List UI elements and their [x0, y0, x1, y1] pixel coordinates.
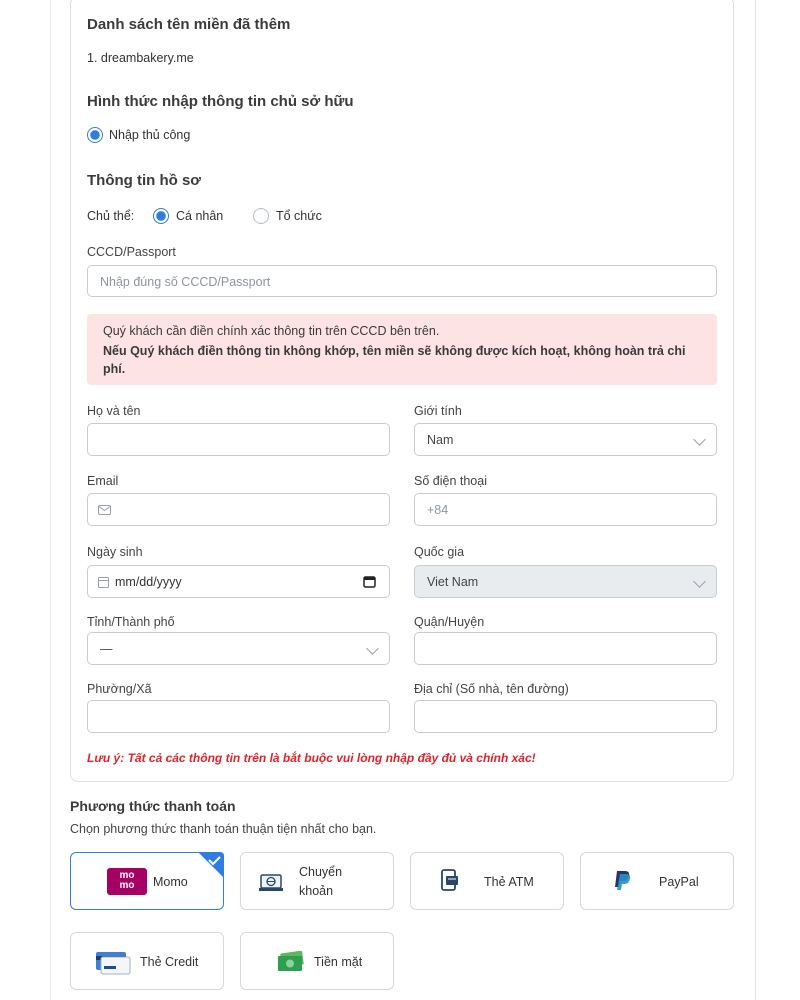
dob-input[interactable] [87, 565, 390, 598]
payment-label: Tiền mặt [314, 955, 363, 969]
payment-label: Momo [153, 875, 188, 889]
fullname-label: Họ và tên [87, 404, 141, 418]
chevron-down-icon [693, 433, 706, 446]
payment-label: PayPal [659, 875, 699, 889]
selected-check-icon [198, 852, 224, 878]
payment-cash[interactable] [240, 932, 394, 990]
dob-label: Ngày sinh [87, 545, 143, 559]
payment-credit[interactable] [70, 932, 224, 990]
email-input[interactable] [87, 493, 390, 526]
bank-icon [259, 871, 283, 893]
calendar-small-icon [98, 576, 109, 588]
payment-label: Thẻ ATM [484, 875, 534, 889]
subject-label: Chủ thể: [87, 209, 135, 223]
payment-subtitle: Chọn phương thức thanh toán thuận tiện nhất cho bạn. [70, 822, 377, 836]
momo-logo-text: mo mo [119, 870, 135, 891]
payment-momo[interactable] [70, 852, 224, 910]
payment-heading: Phương thức thanh toán [70, 798, 236, 814]
phone-input[interactable] [414, 493, 717, 526]
ward-label: Phường/Xã [87, 682, 152, 696]
cccd-placeholder: Nhập đúng số CCCD/Passport [100, 275, 271, 289]
gender-label: Giới tính [414, 404, 462, 418]
individual-radio[interactable] [153, 208, 169, 224]
atm-card-icon [441, 869, 459, 893]
district-input[interactable] [414, 632, 717, 665]
country-label: Quốc gia [414, 545, 465, 559]
organization-radio[interactable] [253, 208, 269, 224]
payment-atm[interactable] [410, 852, 564, 910]
required-note: Lưu ý: Tất cả các thông tin trên là bắt buộc vui lòng nhập đầy đủ và chính xác! [87, 751, 536, 765]
profile-heading: Thông tin hồ sơ [87, 172, 201, 189]
country-select[interactable] [414, 565, 717, 598]
domain-list-heading: Danh sách tên miền đã thêm [87, 16, 291, 33]
organization-label: Tổ chức [276, 209, 322, 223]
payment-label: khoản [299, 884, 334, 898]
chevron-down-icon [693, 575, 706, 588]
owner-input-heading: Hình thức nhập thông tin chủ sở hữu [87, 93, 354, 110]
warning-line-1: Quý khách cần điền chính xác thông tin trên CCCD bên trên. [103, 324, 440, 338]
ward-input[interactable] [87, 700, 390, 733]
province-value: — [100, 642, 113, 656]
warning-line-3: phí. [103, 362, 126, 376]
address-input[interactable] [414, 700, 717, 733]
warning-line-2: Nếu Quý khách điền thông tin không khớp, tên miền sẽ không được kích hoạt, không hoàn trả chi [103, 344, 686, 358]
manual-input-radio[interactable] [87, 127, 103, 143]
address-label: Địa chỉ (Số nhà, tên đường) [414, 682, 569, 696]
phone-label: Số điện thoại [414, 474, 487, 488]
phone-placeholder: +84 [427, 503, 449, 517]
district-label: Quận/Huyện [414, 615, 485, 629]
payment-paypal[interactable] [580, 852, 734, 910]
cash-icon [277, 951, 305, 973]
credit-card-icon [95, 951, 131, 975]
envelope-icon [98, 505, 111, 515]
country-value: Viet Nam [427, 575, 479, 589]
warning-box [87, 314, 717, 385]
manual-input-label: Nhập thủ công [109, 128, 191, 142]
fullname-input[interactable] [87, 423, 390, 456]
individual-label: Cá nhân [176, 209, 224, 223]
dob-placeholder: mm/dd/yyyy [115, 575, 182, 589]
chevron-down-icon [366, 642, 379, 655]
gender-select[interactable] [414, 423, 717, 456]
gender-value: Nam [427, 433, 454, 447]
payment-label: Chuyển [299, 865, 343, 879]
momo-icon [107, 868, 147, 895]
payment-bank-transfer[interactable] [240, 852, 394, 910]
province-select[interactable] [87, 632, 390, 665]
cccd-label: CCCD/Passport [87, 245, 176, 259]
domain-list-item: 1. dreambakery.me [87, 51, 194, 65]
province-label: Tỉnh/Thành phố [87, 615, 175, 629]
payment-label: Thẻ Credit [140, 955, 199, 969]
cccd-input[interactable] [87, 265, 717, 297]
calendar-icon[interactable] [363, 575, 376, 588]
email-label: Email [87, 474, 119, 488]
paypal-icon [614, 870, 632, 892]
